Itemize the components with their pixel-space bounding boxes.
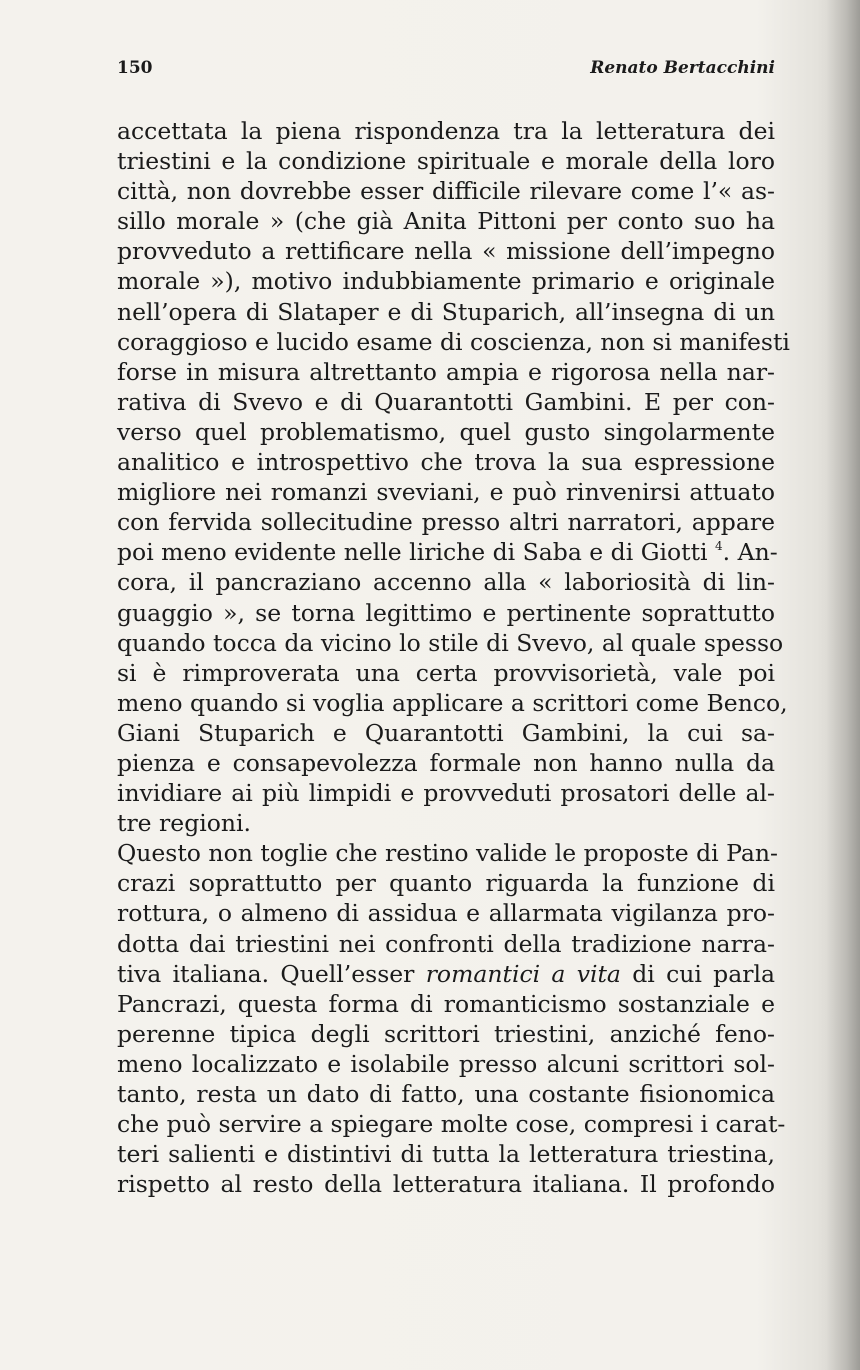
text-line: si è rimproverata una certa provvisorietà, vale poi — [117, 658, 775, 687]
text-line: con fervida sollecitudine presso altri narratori, appare — [117, 508, 775, 537]
running-head: Renato Bertacchini — [590, 58, 775, 78]
text-segment: di cui parla — [620, 959, 775, 988]
text-line-with-footnote — [117, 537, 778, 567]
text-line: Pancrazi, questa forma di romanticismo sostanziale e — [117, 989, 775, 1018]
paragraph-end-line: tre regioni. — [117, 809, 252, 838]
text-line: provveduto a rettificare nella « missione dell’impegno — [117, 237, 775, 266]
text-line: analitico e introspettivo che trova la sua espressione — [117, 448, 775, 477]
text-line: teri salienti e distintivi di tutta la letteratura triestina, — [117, 1140, 775, 1169]
page-header — [117, 58, 775, 84]
text-line: forse in misura altrettanto ampia e rigorosa nella nar- — [117, 357, 775, 386]
text-line: pienza e consapevolezza formale non hanno nulla da — [117, 748, 775, 777]
text-line: che può servire a spiegare molte cose, compresi i carat- — [117, 1110, 786, 1139]
text-line: Questo non toglie che restino valide le proposte di Pan- — [117, 839, 778, 868]
text-line: meno quando si voglia applicare a scrittori come Benco, — [117, 688, 788, 717]
text-line: coraggioso e lucido esame di coscienza, non si manifesti — [117, 327, 790, 356]
text-line: accettata la piena rispondenza tra la letteratura dei — [117, 117, 775, 145]
italic-phrase: romantici a vita — [425, 959, 621, 988]
text-segment: . An- — [722, 538, 778, 567]
text-line: sillo morale » (che già Anita Pittoni per conto suo ha — [117, 207, 775, 236]
text-line: tanto, resta un dato di fatto, una costante fisionomica — [117, 1080, 775, 1108]
text-line: rottura, o almeno di assidua e allarmata vigilanza pro- — [117, 899, 775, 928]
text-line: triestini e la condizione spirituale e morale della loro — [117, 147, 775, 176]
text-line: meno localizzato e isolabile presso alcuni scrittori sol- — [117, 1049, 775, 1078]
text-line: morale »), motivo indubbiamente primario e originale — [117, 267, 775, 296]
footnote-mark[interactable]: 4 — [715, 539, 723, 554]
text-line: nell’opera di Slataper e di Stuparich, all’insegna di un — [117, 297, 775, 326]
text-line: Giani Stuparich e Quarantotti Gambini, la cui sa- — [117, 718, 775, 747]
text-line: cora, il pancraziano accenno alla « laboriosità di lin- — [117, 568, 775, 597]
text-line: rispetto al resto della letteratura italiana. Il profondo — [117, 1170, 775, 1199]
text-line: crazi soprattutto per quanto riguarda la funzione di — [117, 869, 775, 898]
text-line: verso quel problematismo, quel gusto singolarmente — [117, 417, 775, 446]
text-line-with-italic — [117, 959, 775, 989]
text-line: città, non dovrebbe esser difficile rilevare come l’« as- — [117, 177, 775, 206]
text-line: perenne tipica degli scrittori triestini, anziché feno- — [117, 1019, 775, 1048]
text-line: migliore nei romanzi sveviani, e può rinvenirsi attuato — [117, 478, 775, 507]
text-segment: tiva italiana. Quell’esser — [117, 959, 415, 988]
body-text — [117, 116, 790, 1199]
text-line: quando tocca da vicino lo stile di Svevo, al quale spesso — [117, 628, 784, 657]
spine-shadow — [826, 0, 860, 1370]
text-line: dotta dai triestini nei confronti della tradizione narra- — [117, 929, 775, 958]
text-line: rativa di Svevo e di Quarantotti Gambini. E per con- — [117, 387, 775, 416]
page-number: 150 — [117, 58, 153, 78]
text-line: invidiare ai più limpidi e provveduti prosatori delle al- — [117, 779, 775, 808]
text-segment: poi meno evidente nelle liriche di Saba e di Giotti — [117, 538, 708, 567]
text-line: guaggio », se torna legittimo e pertinente soprattutto — [117, 598, 775, 627]
